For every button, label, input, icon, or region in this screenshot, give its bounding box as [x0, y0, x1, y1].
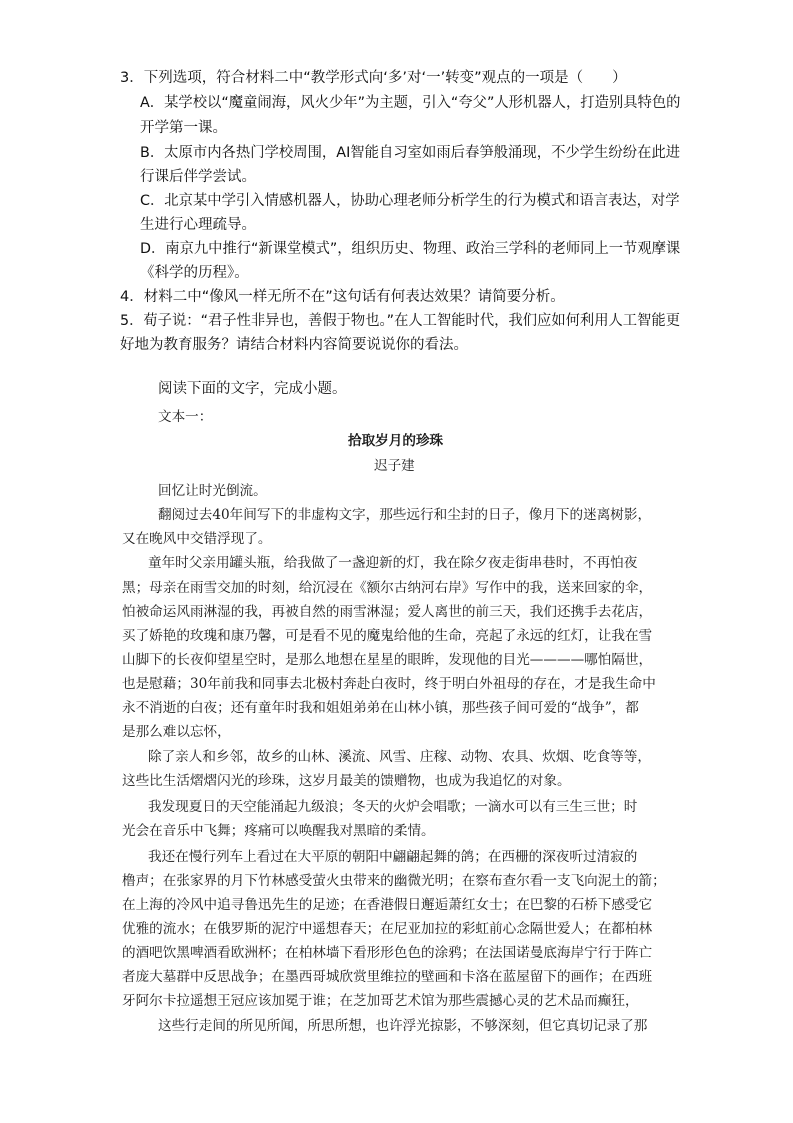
- question-3-option-d-line-1: D．南京九中推行“新课堂模式”，组织历史、物理、政治三学科的老师同上一节观摩课: [140, 241, 681, 257]
- body-line: 的酒吧饮黑啤酒看欧洲杯；在柏林墙下看形形色色的涂鸦；在法国诺曼底海岸宁行于阵亡: [122, 945, 653, 961]
- body-line: 永不消逝的白夜；还有童年时我和姐姐弟弟在山林小镇，那些孩子间可爱的“战争”，都: [122, 700, 639, 716]
- body-line: 山脚下的长夜仰望星空时，是那么地想在星星的眼眸，发现他的目光————哪怕隔世，: [122, 652, 653, 668]
- question-3-option-b-line-1: B．太原市内各热门学校周围，AI智能自习室如雨后春笋般涌现，不少学生纷纷在此进: [140, 145, 681, 161]
- question-3-option-d-line-2: 《科学的历程》。: [140, 265, 249, 281]
- body-line: 又在晚风中交错浮现了。: [122, 531, 272, 547]
- question-3-option-a-line-1: A．某学校以“魔童闹海，风火少年”为主题，引入“夸父”人形机器人，打造别具特色的: [140, 95, 681, 111]
- question-3-option-a-line-2: 开学第一课。: [140, 120, 227, 136]
- question-4: 4．材料二中“像风一样无所不在”这句话有何表达效果？请简要分析。: [120, 289, 565, 305]
- body-line: 在上海的冷风中追寻鲁迅先生的足迹；在香港假日邂逅萧红女士；在巴黎的石桥下感受它: [122, 897, 653, 913]
- question-3-option-b-line-2: 行课后伴学尝试。: [140, 169, 256, 185]
- reading-instruction: 阅读下面的文字，完成小题。: [158, 381, 347, 397]
- article-title: 拾取岁月的珍珠: [348, 433, 444, 449]
- body-line: 这些比生活熠熠闪光的珍珠，这岁月最美的馈赠物，也成为我追忆的对象。: [122, 773, 571, 789]
- body-line: 除了亲人和乡邻，故乡的山林、溪流、风雪、庄稼、动物、农具、炊烟、吃食等等，: [148, 749, 651, 765]
- text-label: 文本一：: [158, 409, 213, 425]
- body-line: 我还在慢行列车上看过在大平原的朝阳中翩翩起舞的鸽；在西栅的深夜听过清寂的: [148, 849, 638, 865]
- question-3-stem: 3．下列选项，符合材料二中“教学形式向‘多’对‘一’转变”观点的一项是（ ）: [120, 70, 627, 86]
- body-line: 童年时父亲用罐头瓶，给我做了一盏迎新的灯，我在除夕夜走街串巷时，不再怕夜: [148, 555, 638, 571]
- body-line: 者庞大墓群中反思战争；在墨西哥城欣赏里维拉的壁画和卡洛在蓝屋留下的画作；在西班: [122, 969, 653, 985]
- article-author: 迟子建: [374, 458, 415, 474]
- question-5-line-1: 5．荀子说：“君子性非异也，善假于物也。”在人工智能时代，我们应如何利用人工智能更: [120, 313, 680, 329]
- body-line: 优雅的流水；在俄罗斯的泥泞中遥想春天；在尼亚加拉的彩虹前心念隔世爱人；在都柏林: [122, 921, 653, 937]
- body-line: 买了娇艳的玫瑰和康乃馨，可是看不见的魔鬼给他的生命，亮起了永远的红灯，让我在雪: [122, 628, 653, 644]
- body-line: 牙阿尔卡拉遥想王冠应该加冕于谁；在芝加哥艺术馆为那些震撼心灵的艺术品而癫狂，: [122, 993, 639, 1009]
- body-line: 是那么难以忘怀，: [122, 724, 231, 740]
- body-line: 黑；母亲在雨雪交加的时刻，给沉浸在《额尔古纳河右岸》写作中的我，送来回家的伞，: [122, 580, 653, 596]
- body-line: 怕被命运风雨淋湿的我，再被自然的雨雪淋湿；爱人离世的前三天，我们还携手去花店，: [122, 604, 653, 620]
- body-line: 这些行走间的所见所闻，所思所想，也许浮光掠影，不够深刻，但它真切记录了那: [158, 1018, 648, 1034]
- body-line: 光会在音乐中飞舞；疼痛可以唤醒我对黑暗的柔情。: [122, 823, 435, 839]
- question-5-line-2: 好地为教育服务？请结合材料内容简要说说你的看法。: [120, 337, 468, 353]
- body-line: 回忆让时光倒流。: [158, 483, 267, 499]
- body-line: 我发现夏日的天空能涌起九级浪；冬天的火炉会唱歌；一滴水可以有三生三世；时: [148, 799, 638, 815]
- body-line: 橹声；在张家界的月下竹林感受萤火虫带来的幽微光明；在察布查尔看一支飞向泥土的箭；: [122, 873, 666, 889]
- question-3-option-c-line-1: C．北京某中学引入情感机器人，协助心理老师分析学生的行为模式和语言表达，对学: [140, 193, 680, 209]
- body-line: 也是慰藉；30年前我和同事去北极村奔赴白夜时，终于明白外祖母的存在，才是我生命中: [122, 676, 656, 692]
- body-line: 翻阅过去40年间写下的非虚构文字，那些远行和尘封的日子，像月下的迷离树影，: [158, 507, 652, 523]
- question-3-option-c-line-2: 生进行心理疏导。: [140, 217, 256, 233]
